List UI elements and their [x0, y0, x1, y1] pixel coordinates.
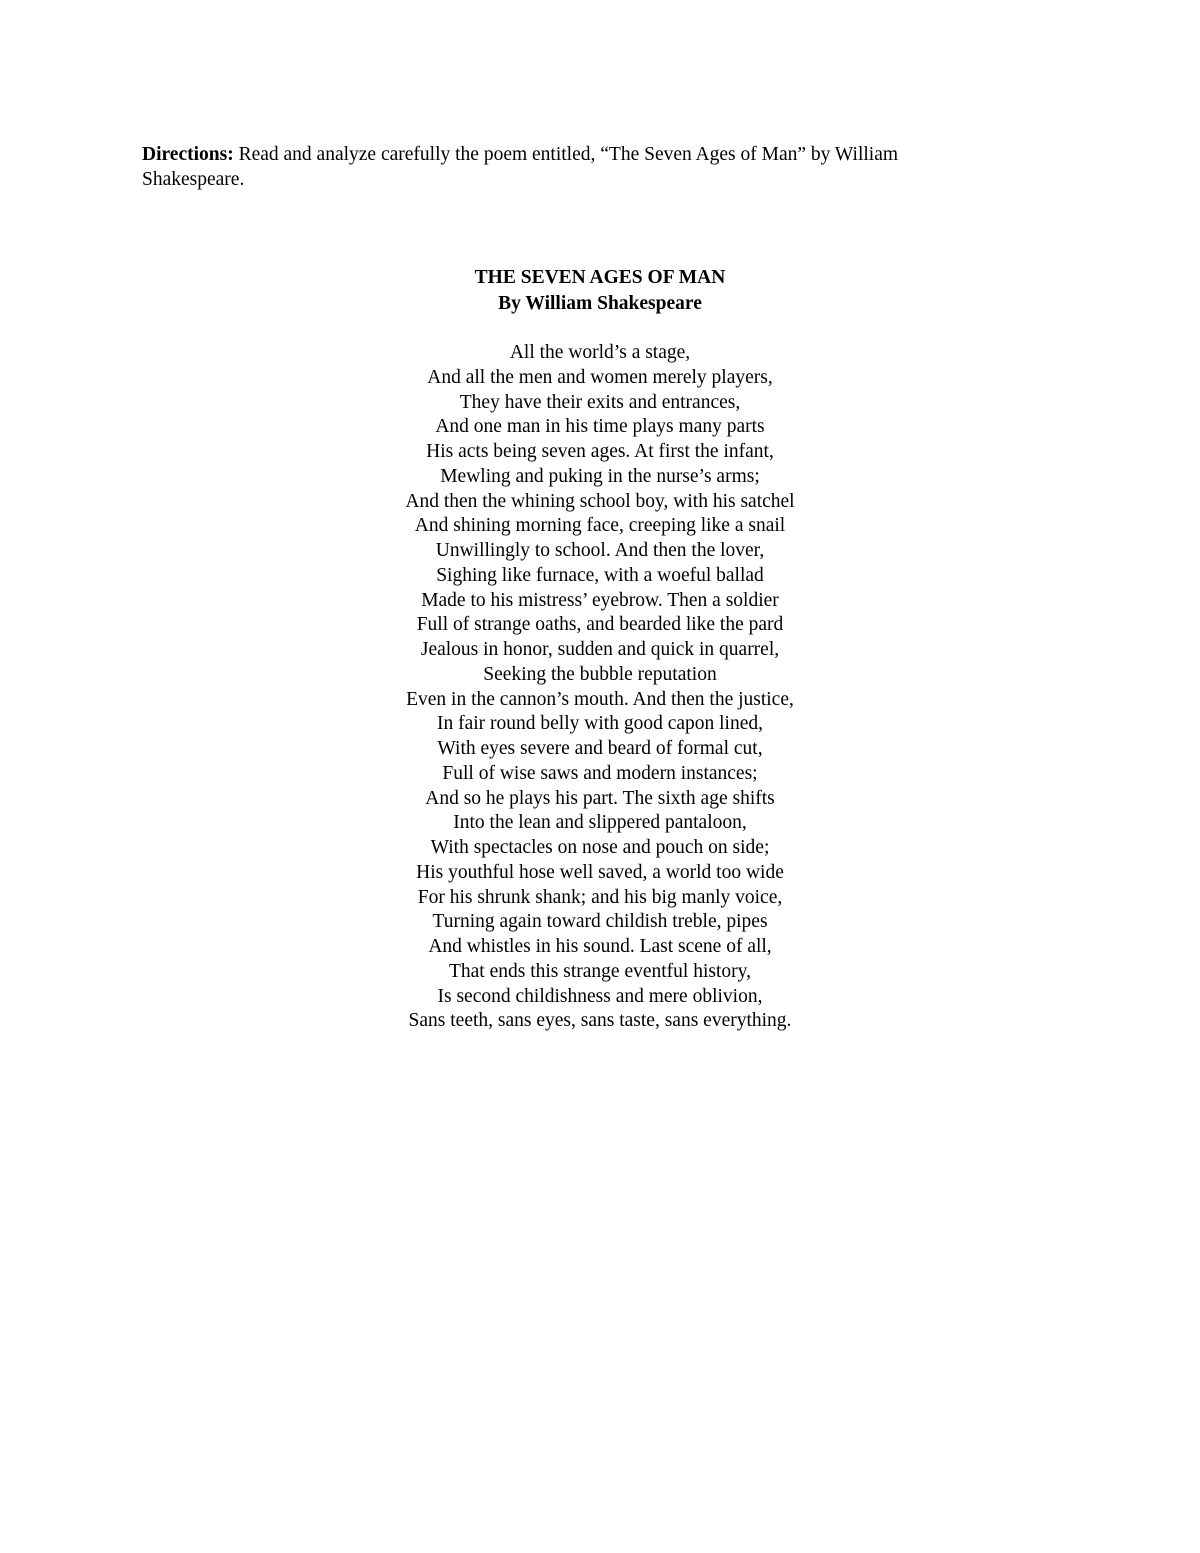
- poem-line: And all the men and women merely players,: [427, 366, 773, 388]
- poem-heading: [0, 265, 1200, 317]
- directions-paragraph: [142, 142, 1002, 192]
- poem-line: Jealous in honor, sudden and quick in quarrel,: [420, 639, 780, 660]
- poem-line: Is second childishness and mere oblivion,: [437, 985, 763, 1007]
- poem-line: With eyes severe and beard of formal cut,: [437, 738, 763, 759]
- poem-line: And whistles in his sound. Last scene of all,: [428, 936, 772, 957]
- poem-line: Made to his mistress’ eyebrow. Then a soldier: [421, 589, 779, 611]
- poem-line: In fair round belly with good capon lined,: [436, 713, 763, 735]
- poem-line: All the world’s a stage,: [509, 342, 691, 363]
- poem-line: Unwillingly to school. And then the lover,: [435, 540, 765, 561]
- poem-line: Into the lean and slippered pantaloon,: [453, 812, 747, 834]
- directions-label: Directions:: [142, 144, 234, 165]
- directions-text: Read and analyze carefully the poem entitled, “The Seven Ages of Man” by William Shakespeare.: [142, 144, 899, 190]
- poem-line: His acts being seven ages. At first the infant,: [426, 441, 774, 462]
- poem-line: Mewling and puking in the nurse’s arms;: [440, 465, 760, 487]
- poem-line: His youthful hose well saved, a world too wide: [416, 861, 784, 883]
- poem-line: And so he plays his part. The sixth age shifts: [425, 787, 775, 809]
- poem-line: And one man in his time plays many parts: [435, 416, 765, 438]
- poem-title: THE SEVEN AGES OF MAN: [474, 267, 726, 288]
- poem-body: [0, 341, 1200, 1034]
- poem-line: And shining morning face, creeping like a snail: [414, 515, 786, 537]
- poem-line: Full of wise saws and modern instances;: [442, 762, 758, 784]
- poem-line: With spectacles on nose and pouch on side;: [430, 837, 770, 858]
- poem-line: For his shrunk shank; and his big manly voice,: [417, 886, 783, 908]
- poem-line: Even in the cannon’s mouth. And then the justice,: [406, 688, 794, 710]
- poem-line: Full of strange oaths, and bearded like the pard: [416, 614, 784, 636]
- poem-line: That ends this strange eventful history,: [448, 960, 751, 982]
- poem-line: They have their exits and entrances,: [459, 391, 741, 413]
- poem-line: Seeking the bubble reputation: [483, 663, 717, 685]
- poem-line: Sighing like furnace, with a woeful ballad: [436, 564, 764, 586]
- poem-line: Turning again toward childish treble, pipes: [432, 911, 768, 933]
- poem-line: Sans teeth, sans eyes, sans taste, sans everything.: [408, 1010, 792, 1032]
- poem-byline: By William Shakespeare: [498, 293, 702, 314]
- poem-line: And then the whining school boy, with his satchel: [405, 490, 795, 512]
